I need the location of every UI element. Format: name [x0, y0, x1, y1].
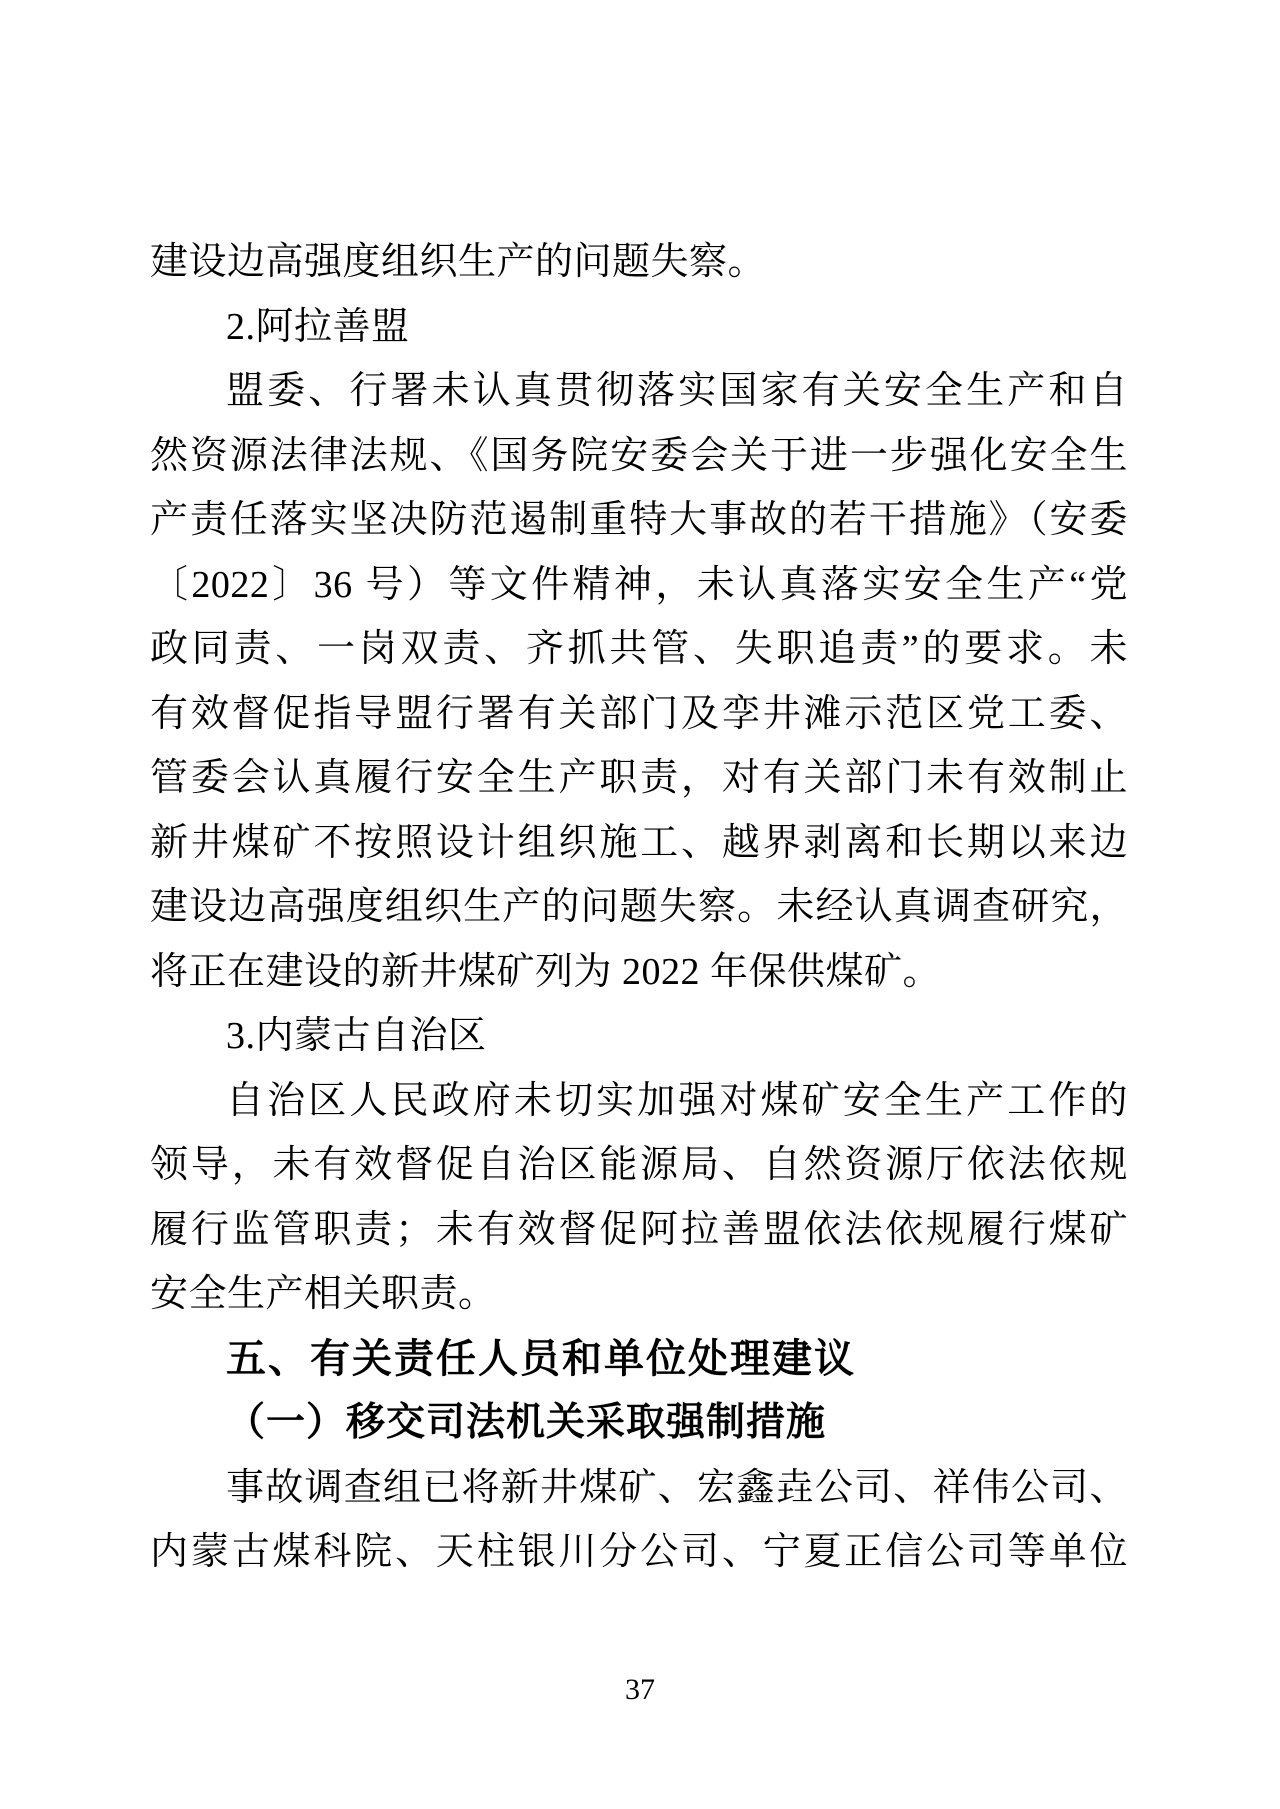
text-line: 安全生产相关职责。 [150, 1273, 497, 1315]
page-number: 37 [625, 1673, 655, 1706]
subsection-heading: （一）移交司法机关采取强制措施 [226, 1401, 827, 1444]
text-line: 政同责、一岗双责、齐抓共管、失职追责”的要求。未 [150, 628, 1128, 670]
text-line: 自治区人民政府未切实加强对煤矿安全生产工作的 [226, 1079, 1128, 1122]
text-line: 管委会认真履行安全生产职责，对有关部门未有效制止 [150, 757, 1128, 799]
document-body [150, 230, 1128, 1585]
numbered-item-heading: 2.阿拉善盟 [226, 305, 410, 348]
section-heading: 五、有关责任人员和单位处理建议 [226, 1336, 856, 1381]
text-line: 〔2022〕36 号）等文件精神，未认真落实安全生产“党 [150, 563, 1128, 606]
text-line: 履行监管职责；未有效督促阿拉善盟依法依规履行煤矿 [150, 1208, 1128, 1251]
text-line: 有效督促指导盟行署有关部门及孪井滩示范区党工委、 [150, 692, 1128, 735]
text-line: 将正在建设的新井煤矿列为 2022 年保供煤矿。 [150, 950, 942, 993]
text-line: 然资源法律法规、《国务院安委会关于进一步强化安全生 [150, 434, 1128, 477]
numbered-item-heading: 3.内蒙古自治区 [226, 1015, 487, 1057]
text-line: 内蒙古煤科院、天柱银川分公司、宁夏正信公司等单位 [150, 1531, 1128, 1573]
text-line: 盟委、行署未认真贯彻落实国家有关安全生产和自 [226, 370, 1128, 412]
text-line: 领导，未有效督促自治区能源局、自然资源厅依法依规 [150, 1144, 1128, 1186]
text-line: 新井煤矿不按照设计组织施工、越界剥离和长期以来边 [150, 821, 1128, 864]
text-line: 建设边高强度组织生产的问题失察。 [150, 241, 767, 283]
text-line: 产责任落实坚决防范遏制重特大事故的若干措施》（安委 [150, 499, 1128, 541]
text-line: 事故调查组已将新井煤矿、宏鑫垚公司、祥伟公司、 [226, 1466, 1128, 1509]
text-line: 建设边高强度组织生产的问题失察。未经认真调查研究， [150, 886, 1128, 928]
